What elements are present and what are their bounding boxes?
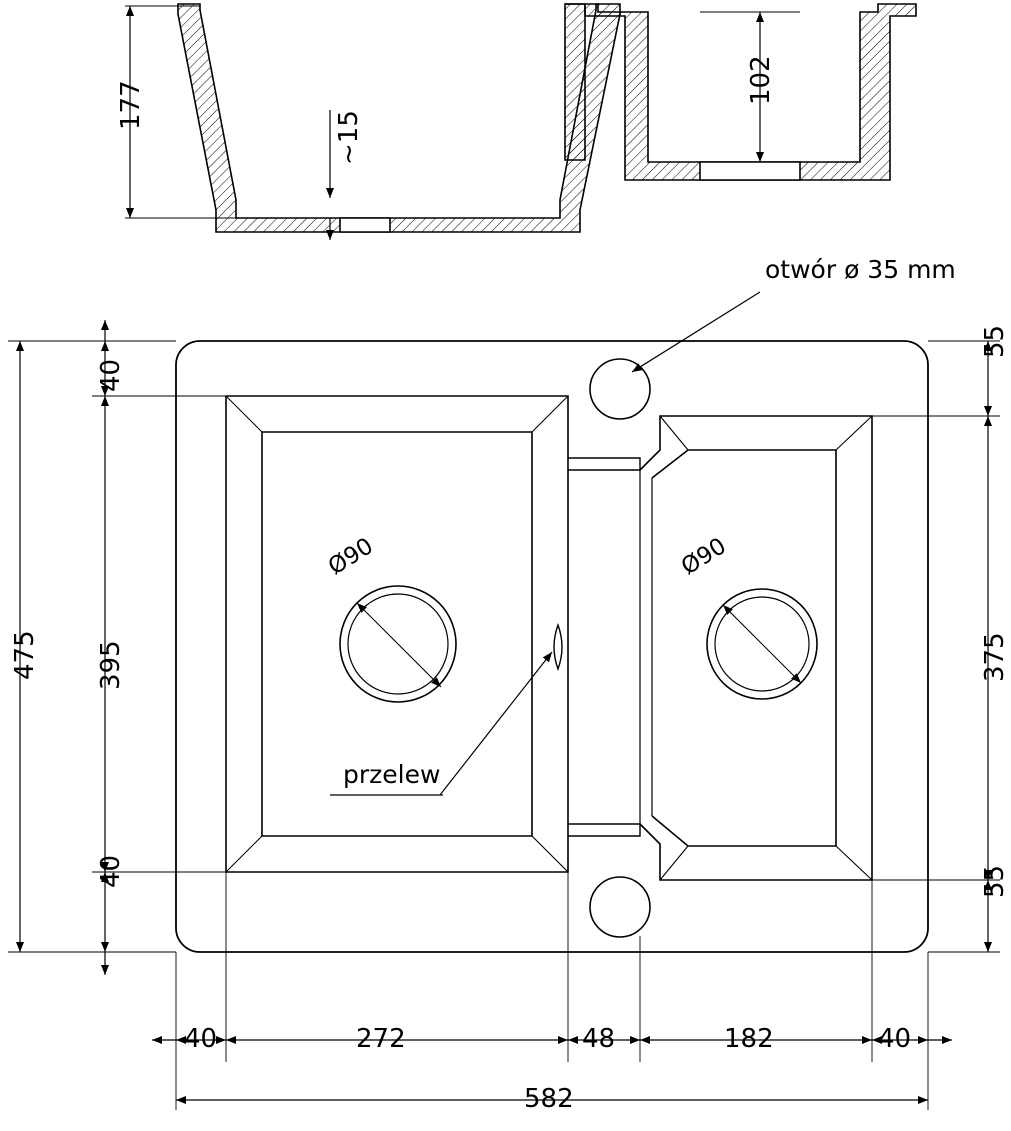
dim-total-width: 582: [524, 1084, 574, 1114]
dim-section-depth-right: 102: [746, 55, 776, 105]
note-tap-hole: otwór ø 35 mm: [765, 255, 956, 284]
dim-left-bottom-margin: 40: [96, 854, 126, 888]
tap-hole-bottom: [590, 877, 650, 937]
note-overflow: przelew: [343, 760, 441, 789]
dim-right-top-margin: 55: [980, 324, 1010, 358]
dim-right-margin: 40: [878, 1024, 912, 1054]
section-view: [125, 2, 916, 240]
dim-left-top-margin: 40: [96, 358, 126, 392]
dim-right-bowl-height: 375: [980, 632, 1010, 682]
dim-left-bowl-height: 395: [96, 640, 126, 690]
dimension-lines: [8, 320, 1000, 1114]
dim-drain-left: Ø90: [323, 533, 378, 581]
tap-hole-top: [590, 359, 650, 419]
dim-section-slope: ~15: [334, 110, 364, 165]
dim-right-bottom-margin: 55: [980, 864, 1010, 898]
dim-drain-right: Ø90: [676, 533, 731, 581]
dim-left-margin: 40: [184, 1024, 218, 1054]
dim-section-depth-left: 177: [116, 80, 146, 130]
dim-bowl-right-width: 182: [724, 1024, 774, 1054]
dim-total-height: 475: [10, 630, 40, 680]
dim-divider-width: 48: [582, 1024, 616, 1054]
dim-bowl-left-width: 272: [356, 1024, 406, 1054]
top-view: [176, 292, 928, 952]
